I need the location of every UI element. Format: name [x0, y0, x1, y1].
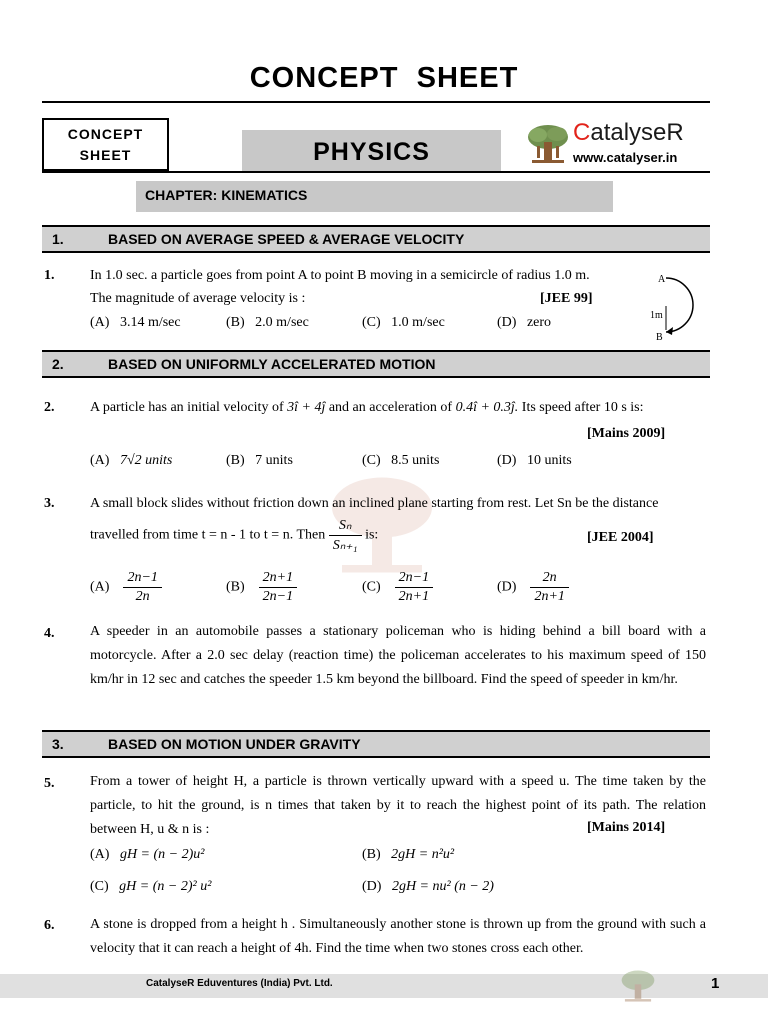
header-bottom-rule [42, 171, 710, 173]
concept-box-line1: CONCEPT [67, 126, 144, 142]
footer-tree-icon [618, 968, 658, 1004]
option-b: (B) 7 units [226, 453, 293, 468]
question-4-text: A speeder in an automobile passes a stationary policeman who is hiding behind a bill board with a motorcycle. After a 2.0 sec delay (reaction time) the policeman accelerates to his maximum speed of 150 km/hr in 12 sec and catches the speeder 1.5 km beyond the billboard. Find the speed of speeder in km/hr. [90, 624, 706, 687]
question-number: 4. [44, 626, 55, 641]
question-1-line1: In 1.0 sec. a particle goes from point A to point B moving in a semicircle of radius 1.0 m. [90, 268, 590, 283]
option-c: (C) 1.0 m/sec [362, 315, 445, 330]
concept-sheet-box [42, 118, 169, 171]
option-c: (C) $\frac{2n-1}{2n+1}$ [362, 570, 433, 605]
question-number: 1. [44, 268, 55, 283]
option-a: (A) 3.14 m/sec [90, 315, 181, 330]
question-3-line2: travelled from time t = n - 1 to t = n. Then $\frac{\text{Sₙ}}{\text{Sₙ₊₁}}$ is: [90, 518, 379, 553]
option-a: (A) 7√2 units [90, 453, 173, 468]
question-3-line1: A small block slides without friction down an inclined plane starting from rest. Let Sn be the distance [90, 496, 659, 511]
figure-label-radius: 1m [650, 310, 663, 321]
question-1-line2: The magnitude of average velocity is : [90, 291, 306, 306]
question-6-text: A stone is dropped from a height h . Simultaneously another stone is thrown up from the ground with such a velocity that it can reach a height of 4h. Find the time when two stones cross each other. [90, 917, 706, 956]
brand-name [573, 119, 684, 147]
option-b: (B) $\frac{2n+1}{2n-1}$ [226, 570, 297, 605]
section-header-1 [42, 225, 710, 253]
section-header-2 [42, 350, 710, 378]
tree-logo-icon [526, 122, 570, 166]
concept-box-line2: SHEET [79, 147, 132, 163]
section-title: BASED ON UNIFORMLY ACCELERATED MOTION [108, 356, 436, 372]
brand-url: www.catalyser.in [573, 150, 678, 165]
section-header-3 [42, 730, 710, 758]
question-2-source: [Mains 2009] [587, 426, 666, 441]
section-number: 3. [52, 736, 64, 752]
option-d: (D) $\frac{2n}{2n+1}$ [497, 570, 569, 605]
question-3-source: [JEE 2004] [587, 530, 654, 545]
option-d: (D) zero [497, 315, 552, 330]
option-b: (B) 2.0 m/sec [226, 315, 309, 330]
header-rule [42, 101, 710, 103]
semicircle-figure [646, 268, 710, 344]
option-b: (B) 2gH = n²u² [362, 847, 455, 862]
section-title: BASED ON MOTION UNDER GRAVITY [108, 736, 361, 752]
section-number: 1. [52, 231, 64, 247]
section-title: BASED ON AVERAGE SPEED & AVERAGE VELOCITY [108, 231, 465, 247]
option-c: (C) 8.5 units [362, 453, 440, 468]
option-c: (C) gH = (n − 2)² u² [90, 879, 212, 894]
question-5-text: From a tower of height H, a particle is thrown vertically upward with a speed u. The time taken by the particle, to hit the ground, is n times that taken by it to reach the highest point of its path. The relation between H, u & n is : [90, 774, 706, 837]
question-2-text: A particle has an initial velocity of 3î + 4ĵ and an acceleration of 0.4î + 0.3ĵ. Its speed after 10 s is: [90, 400, 644, 415]
figure-label-b: B [656, 332, 663, 343]
figure-label-a: A [658, 274, 666, 285]
chapter-title: CHAPTER: KINEMATICS [136, 181, 613, 212]
option-a: (A) $\frac{2n-1}{2n}$ [90, 570, 162, 605]
page-number: 1 [711, 975, 720, 992]
question-5-source: [Mains 2014] [587, 820, 666, 835]
subject-title: PHYSICS [242, 130, 501, 171]
question-number: 3. [44, 496, 55, 511]
footer-company: CatalyseR Eduventures (India) Pvt. Ltd. [146, 978, 333, 989]
question-number: 6. [44, 918, 55, 933]
question-number: 5. [44, 776, 55, 791]
section-number: 2. [52, 356, 64, 372]
question-1-source: [JEE 99] [540, 291, 593, 306]
option-d: (D) 10 units [497, 453, 572, 468]
velocity-vector: 3î + 4ĵ [287, 400, 326, 415]
brand-rest: atalyseR [590, 119, 684, 146]
acceleration-vector: 0.4î + 0.3ĵ. [455, 400, 519, 415]
option-a: (A) gH = (n − 2)u² [90, 847, 205, 862]
question-number: 2. [44, 400, 55, 415]
brand-initial: C [573, 119, 591, 146]
option-d: (D) 2gH = nu² (n − 2) [362, 879, 494, 894]
ratio-fraction: $\frac{\text{Sₙ}}{\text{Sₙ₊₁}}$ [329, 517, 362, 554]
page-title: CONCEPT SHEET [249, 62, 519, 94]
